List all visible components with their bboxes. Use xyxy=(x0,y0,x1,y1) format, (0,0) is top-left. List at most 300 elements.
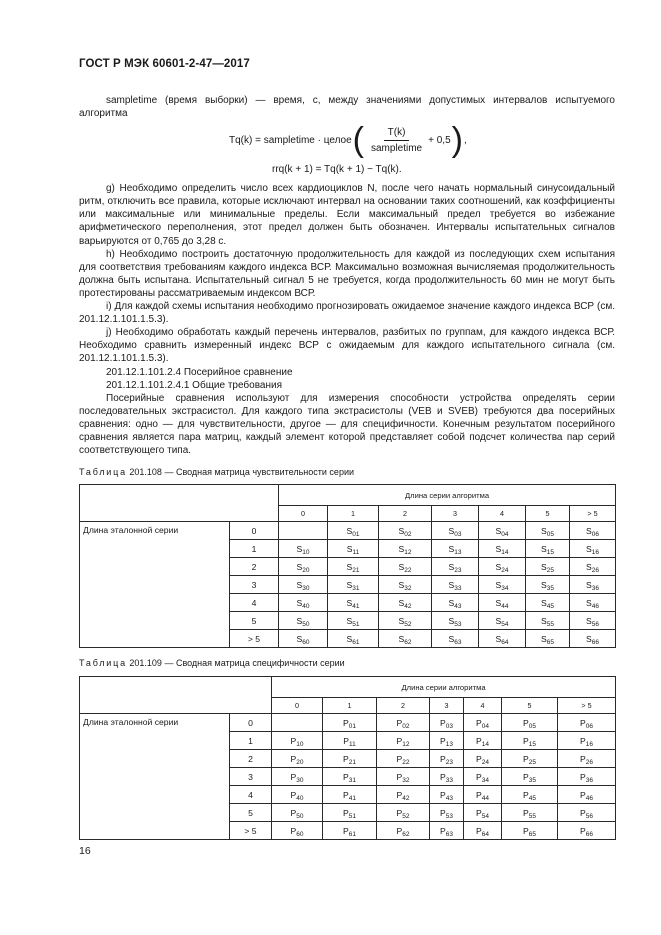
matrix-cell xyxy=(432,576,479,594)
row-index-cell: 4 xyxy=(230,786,272,804)
matrix-cell xyxy=(377,714,430,732)
cell-symbol: P xyxy=(343,753,349,764)
matrix-cell xyxy=(464,732,502,750)
matrix-cell xyxy=(464,804,502,822)
cell-symbol: P xyxy=(290,807,297,818)
cell-subscript: 03 xyxy=(454,530,462,538)
cell-symbol: S xyxy=(495,543,502,554)
cell-subscript: 04 xyxy=(501,530,509,538)
matrix-cell xyxy=(432,540,479,558)
paragraph-j: j) Необходимо обработать каждый перечень интервалов, разбитых по группам, для каждого индекса ВСР. Необходимо сравнить измеренный индекс ВСР с ожидаемым для каждого испытательного сигнала (см. 201.12.1.101.1.5.3). xyxy=(79,327,615,365)
cell-subscript: 06 xyxy=(591,530,599,538)
blank-corner-cell xyxy=(80,485,279,522)
cell-symbol: P xyxy=(343,735,349,746)
matrix-cell xyxy=(502,732,558,750)
matrix-cell xyxy=(526,612,570,630)
cell-subscript: 41 xyxy=(348,794,356,802)
cell-symbol: S xyxy=(448,615,455,626)
matrix-cell xyxy=(272,786,323,804)
cell-subscript: 61 xyxy=(352,638,360,646)
cell-symbol: P xyxy=(440,717,446,728)
cell-symbol: S xyxy=(398,579,405,590)
column-index-cell: 0 xyxy=(272,698,323,714)
cell-subscript: 51 xyxy=(348,812,356,820)
cell-subscript: 24 xyxy=(481,758,489,766)
cell-symbol: S xyxy=(541,561,547,572)
cell-symbol: S xyxy=(346,579,353,590)
matrix-cell xyxy=(328,540,379,558)
cell-subscript: 13 xyxy=(454,548,462,556)
row-index-cell: 0 xyxy=(230,522,279,540)
matrix-cell xyxy=(272,804,323,822)
cell-subscript: 22 xyxy=(402,758,410,766)
matrix-cell xyxy=(570,558,616,576)
cell-symbol: P xyxy=(343,807,349,818)
cell-symbol: P xyxy=(580,807,586,818)
cell-subscript: 42 xyxy=(402,794,410,802)
column-index-cell: 2 xyxy=(379,506,432,522)
cell-symbol: S xyxy=(495,615,502,626)
cell-symbol: S xyxy=(398,597,405,608)
matrix-cell xyxy=(502,714,558,732)
cell-subscript: 53 xyxy=(445,812,453,820)
cell-subscript: 05 xyxy=(528,722,536,730)
cell-subscript: 21 xyxy=(352,566,360,574)
matrix-cell xyxy=(432,522,479,540)
cell-symbol: S xyxy=(346,543,353,554)
cell-symbol: S xyxy=(398,561,405,572)
cell-subscript: 45 xyxy=(546,602,554,610)
matrix-cell xyxy=(526,522,570,540)
cell-subscript: 02 xyxy=(402,722,410,730)
cell-symbol: P xyxy=(523,789,529,800)
cell-symbol: S xyxy=(541,525,547,536)
cell-symbol: P xyxy=(396,753,403,764)
matrix-cell xyxy=(279,576,328,594)
cell-subscript: 50 xyxy=(302,620,310,628)
cell-subscript: 26 xyxy=(585,758,593,766)
cell-subscript: 01 xyxy=(348,722,356,730)
cell-symbol: S xyxy=(541,543,547,554)
cell-subscript: 66 xyxy=(585,830,593,838)
row-index-cell: 5 xyxy=(230,804,272,822)
matrix-cell xyxy=(279,540,328,558)
matrix-cell xyxy=(479,612,526,630)
matrix-cell xyxy=(479,576,526,594)
matrix-cell xyxy=(502,786,558,804)
row-index-cell: 1 xyxy=(230,540,279,558)
matrix-cell xyxy=(558,822,616,840)
matrix-cell xyxy=(558,786,616,804)
matrix-cell xyxy=(558,732,616,750)
cell-symbol: S xyxy=(495,633,502,644)
matrix-cell xyxy=(558,768,616,786)
paragraph-g: g) Необходимо определить число всех кардиоциклов N, после чего начать нормальный синусоидальный ритм, отключить все правила, которые исключают интервал на основании таких соотношений, как коэффициенты или максимальные или минимальные пределы. Если максимальный предел требуется во избежание арифметического переполнения, этот предел должен быть обозначен. Интервалы испытательных сигналов варьируются от 0,765 до 3,28 с. xyxy=(79,183,615,247)
cell-symbol: P xyxy=(290,825,297,836)
cell-symbol: P xyxy=(476,717,482,728)
cell-symbol: P xyxy=(343,825,349,836)
cell-subscript: 54 xyxy=(501,620,509,628)
cell-symbol: S xyxy=(448,597,455,608)
cell-symbol: S xyxy=(495,579,502,590)
page-number: 16 xyxy=(79,845,91,857)
matrix-cell xyxy=(377,768,430,786)
cell-symbol: S xyxy=(448,561,455,572)
cell-subscript: 31 xyxy=(348,776,356,784)
matrix-cell xyxy=(279,522,328,540)
cell-subscript: 44 xyxy=(501,602,509,610)
matrix-cell xyxy=(279,630,328,648)
cell-subscript: 35 xyxy=(528,776,536,784)
matrix-cell xyxy=(558,714,616,732)
table-caption-sensitivity xyxy=(79,467,354,477)
matrix-cell xyxy=(328,630,379,648)
matrix-cell xyxy=(479,522,526,540)
cell-subscript: 03 xyxy=(445,722,453,730)
cell-symbol: P xyxy=(580,735,586,746)
cell-symbol: P xyxy=(396,789,403,800)
matrix-cell xyxy=(526,576,570,594)
cell-subscript: 22 xyxy=(404,566,412,574)
body-text xyxy=(79,94,615,457)
cell-symbol: S xyxy=(541,597,547,608)
cell-subscript: 40 xyxy=(302,602,310,610)
matrix-cell xyxy=(432,630,479,648)
matrix-cell xyxy=(464,750,502,768)
column-index-cell: 1 xyxy=(328,506,379,522)
cell-subscript: 16 xyxy=(585,740,593,748)
matrix-cell xyxy=(430,804,464,822)
matrix-cell xyxy=(430,786,464,804)
matrix-cell xyxy=(272,768,323,786)
sampletime-definition: sampletime (время выборки) — время, с, между значениями допустимых интервалов испытуемого алгоритма xyxy=(79,95,615,120)
cell-symbol: S xyxy=(296,543,303,554)
cell-symbol: S xyxy=(448,633,455,644)
cell-symbol: S xyxy=(296,615,303,626)
cell-symbol: S xyxy=(398,543,405,554)
cell-symbol: S xyxy=(448,543,455,554)
cell-subscript: 23 xyxy=(454,566,462,574)
cell-subscript: 66 xyxy=(591,638,599,646)
matrix-cell xyxy=(430,714,464,732)
matrix-cell xyxy=(464,714,502,732)
cell-symbol: S xyxy=(398,633,405,644)
cell-symbol: S xyxy=(448,525,455,536)
matrix-cell xyxy=(377,804,430,822)
cell-subscript: 05 xyxy=(546,530,554,538)
cell-symbol: S xyxy=(398,615,405,626)
matrix-cell xyxy=(526,594,570,612)
cell-subscript: 14 xyxy=(481,740,489,748)
cell-symbol: P xyxy=(290,753,297,764)
cell-subscript: 44 xyxy=(481,794,489,802)
cell-symbol: S xyxy=(586,561,592,572)
matrix-cell xyxy=(272,822,323,840)
cell-subscript: 11 xyxy=(348,740,356,748)
matrix-cell xyxy=(279,558,328,576)
cell-subscript: 45 xyxy=(528,794,536,802)
matrix-cell xyxy=(377,822,430,840)
matrix-cell xyxy=(526,540,570,558)
cell-symbol: P xyxy=(476,735,482,746)
matrix-cell xyxy=(430,822,464,840)
matrix-cell xyxy=(464,822,502,840)
cell-symbol: P xyxy=(476,789,482,800)
cell-symbol: S xyxy=(541,615,547,626)
cell-symbol: S xyxy=(586,597,592,608)
cell-subscript: 13 xyxy=(445,740,453,748)
left-paren: ( xyxy=(352,121,364,160)
cell-subscript: 10 xyxy=(302,548,310,556)
matrix-cell xyxy=(432,594,479,612)
cell-symbol: P xyxy=(580,771,586,782)
header-row xyxy=(80,677,616,698)
cell-subscript: 56 xyxy=(591,620,599,628)
specificity-matrix-table xyxy=(79,676,616,840)
cell-subscript: 40 xyxy=(296,794,304,802)
cell-symbol: P xyxy=(396,807,403,818)
cell-symbol: P xyxy=(440,771,446,782)
cell-symbol: P xyxy=(580,789,586,800)
cell-symbol: S xyxy=(586,633,592,644)
cell-symbol: S xyxy=(586,579,592,590)
column-index-cell: 0 xyxy=(279,506,328,522)
cell-subscript: 60 xyxy=(296,830,304,838)
caption-text: 201.108 — Сводная матрица чувствительности серии xyxy=(129,467,354,477)
section-heading-general: 201.12.1.101.2.4.1 Общие требования xyxy=(106,379,283,391)
document-header: ГОСТ Р МЭК 60601-2-47—2017 xyxy=(79,58,250,70)
fraction-numerator: T(k) xyxy=(384,126,410,141)
cell-subscript: 31 xyxy=(352,584,360,592)
matrix-cell xyxy=(502,768,558,786)
cell-subscript: 14 xyxy=(501,548,509,556)
cell-subscript: 33 xyxy=(454,584,462,592)
matrix-cell xyxy=(328,522,379,540)
cell-subscript: 60 xyxy=(302,638,310,646)
cell-subscript: 55 xyxy=(528,812,536,820)
cell-subscript: 63 xyxy=(445,830,453,838)
matrix-row xyxy=(80,714,616,732)
section-heading-serial: 201.12.1.101.2.4 Посерийное сравнение xyxy=(106,366,293,378)
cell-subscript: 12 xyxy=(404,548,412,556)
formula-tq-lhs: Tq(k) = sampletime · целое xyxy=(229,134,352,146)
cell-symbol: S xyxy=(586,543,592,554)
cell-symbol: S xyxy=(346,561,353,572)
matrix-cell xyxy=(526,630,570,648)
column-index-cell: > 5 xyxy=(558,698,616,714)
cell-symbol: P xyxy=(523,825,529,836)
column-index-cell: 2 xyxy=(377,698,430,714)
formula-tail: + 0,5 xyxy=(428,134,451,146)
cell-subscript: 10 xyxy=(296,740,304,748)
formula-tq xyxy=(229,120,467,160)
cell-symbol: S xyxy=(296,633,303,644)
matrix-cell xyxy=(272,714,323,732)
matrix-cell xyxy=(377,786,430,804)
row-index-cell: 0 xyxy=(230,714,272,732)
cell-subscript: 55 xyxy=(546,620,554,628)
column-index-cell: 4 xyxy=(479,506,526,522)
matrix-cell xyxy=(479,630,526,648)
cell-symbol: S xyxy=(586,615,592,626)
cell-symbol: P xyxy=(396,717,403,728)
matrix-cell xyxy=(464,768,502,786)
cell-symbol: S xyxy=(398,525,405,536)
matrix-cell xyxy=(328,576,379,594)
matrix-cell xyxy=(323,804,377,822)
matrix-cell xyxy=(502,750,558,768)
matrix-cell xyxy=(379,594,432,612)
row-group-header: Длина эталонной серии xyxy=(80,714,230,840)
column-index-cell: 3 xyxy=(430,698,464,714)
matrix-cell xyxy=(323,732,377,750)
cell-symbol: P xyxy=(343,717,349,728)
cell-symbol: S xyxy=(296,597,303,608)
cell-subscript: 20 xyxy=(302,566,310,574)
column-index-cell: 5 xyxy=(526,506,570,522)
cell-subscript: 65 xyxy=(528,830,536,838)
cell-subscript: 24 xyxy=(501,566,509,574)
formula-rrq: rrq(k + 1) = Tq(k + 1) − Tq(k). xyxy=(272,164,402,176)
cell-symbol: P xyxy=(523,771,529,782)
cell-subscript: 62 xyxy=(402,830,410,838)
cell-subscript: 23 xyxy=(445,758,453,766)
cell-subscript: 30 xyxy=(296,776,304,784)
cell-subscript: 30 xyxy=(302,584,310,592)
matrix-cell xyxy=(570,522,616,540)
matrix-row xyxy=(80,522,616,540)
matrix-cell xyxy=(570,594,616,612)
cell-symbol: P xyxy=(580,825,586,836)
matrix-cell xyxy=(430,750,464,768)
row-index-cell: > 5 xyxy=(230,630,279,648)
column-index-cell: 5 xyxy=(502,698,558,714)
cell-symbol: P xyxy=(580,717,586,728)
row-index-cell: 3 xyxy=(230,768,272,786)
cell-subscript: 33 xyxy=(445,776,453,784)
cell-symbol: S xyxy=(586,525,592,536)
cell-subscript: 34 xyxy=(481,776,489,784)
cell-symbol: P xyxy=(396,771,403,782)
cell-subscript: 02 xyxy=(404,530,412,538)
cell-subscript: 62 xyxy=(404,638,412,646)
matrix-cell xyxy=(328,612,379,630)
caption-label: Таблица xyxy=(79,467,127,477)
matrix-cell xyxy=(479,594,526,612)
cell-subscript: 43 xyxy=(454,602,462,610)
cell-symbol: P xyxy=(476,771,482,782)
cell-symbol: P xyxy=(476,753,482,764)
cell-subscript: 35 xyxy=(546,584,554,592)
cell-symbol: P xyxy=(290,771,297,782)
matrix-cell xyxy=(323,768,377,786)
cell-symbol: P xyxy=(290,789,297,800)
cell-symbol: P xyxy=(440,789,446,800)
matrix-cell xyxy=(279,612,328,630)
cell-subscript: 43 xyxy=(445,794,453,802)
cell-subscript: 15 xyxy=(528,740,536,748)
cell-subscript: 46 xyxy=(591,602,599,610)
column-group-header: Длина серии алгоритма xyxy=(279,485,616,506)
cell-symbol: P xyxy=(476,825,482,836)
cell-symbol: S xyxy=(541,633,547,644)
matrix-cell xyxy=(279,594,328,612)
row-index-cell: 3 xyxy=(230,576,279,594)
fraction-denominator: sampletime xyxy=(370,142,423,154)
matrix-cell xyxy=(379,576,432,594)
cell-symbol: P xyxy=(523,735,529,746)
matrix-cell xyxy=(570,576,616,594)
row-index-cell: 1 xyxy=(230,732,272,750)
cell-subscript: 64 xyxy=(501,638,509,646)
cell-symbol: S xyxy=(296,561,303,572)
cell-subscript: 42 xyxy=(404,602,412,610)
blank-corner-cell xyxy=(80,677,272,714)
cell-subscript: 26 xyxy=(591,566,599,574)
cell-subscript: 11 xyxy=(352,548,360,556)
cell-subscript: 12 xyxy=(402,740,410,748)
matrix-cell xyxy=(570,540,616,558)
cell-symbol: S xyxy=(495,525,502,536)
header-row xyxy=(80,485,616,506)
cell-symbol: P xyxy=(440,825,446,836)
row-index-cell: 2 xyxy=(230,750,272,768)
caption-text: 201.109 — Сводная матрица специфичности серии xyxy=(129,658,345,668)
cell-subscript: 65 xyxy=(546,638,554,646)
matrix-cell xyxy=(379,612,432,630)
cell-symbol: S xyxy=(346,633,353,644)
paragraph-i: i) Для каждой схемы испытания необходимо прогнозировать ожидаемое значение каждого индекса ВСР (см. 201.12.1.101.1.5.3). xyxy=(79,301,615,326)
cell-subscript: 34 xyxy=(501,584,509,592)
row-index-cell: > 5 xyxy=(230,822,272,840)
cell-subscript: 36 xyxy=(591,584,599,592)
cell-symbol: S xyxy=(346,597,353,608)
paragraph-serial-comparison: Посерийные сравнения используют для измерения способности устройства определять серии последовательных экстрасистол. Для каждого типа экстрасистолы (VEB и SVEB) требуются два посерийных сравнения: одно — для чувствительности, другое — для специфичности. Конечным результатом посерийного сравнения является пара матриц, каждый элемент которой представляет собой подсчет количества пар серий соответствующего типа. xyxy=(79,392,615,457)
matrix-cell xyxy=(479,540,526,558)
cell-subscript: 46 xyxy=(585,794,593,802)
matrix-cell xyxy=(323,750,377,768)
cell-symbol: P xyxy=(523,753,529,764)
cell-symbol: S xyxy=(346,525,353,536)
matrix-cell xyxy=(570,630,616,648)
paragraph-h: h) Необходимо построить достаточную продолжительность для каждой из последующих схем испытания для соответствия требованиям каждого индекса ВСР. Максимально возможная вычисляемая продолжительность должна быть испытана. Испытательный сигнал 5 не требуется, когда продолжительность 60 мин не могут быть протестированы рассматриваемым индексом ВСР. xyxy=(79,248,615,299)
matrix-cell xyxy=(430,768,464,786)
matrix-cell xyxy=(464,786,502,804)
cell-symbol: P xyxy=(440,807,446,818)
formula-comma: , xyxy=(463,134,467,146)
column-index-cell: 3 xyxy=(432,506,479,522)
cell-subscript: 51 xyxy=(352,620,360,628)
matrix-cell xyxy=(432,558,479,576)
cell-symbol: P xyxy=(440,735,446,746)
row-index-cell: 5 xyxy=(230,612,279,630)
matrix-cell xyxy=(323,822,377,840)
cell-subscript: 32 xyxy=(404,584,412,592)
cell-symbol: S xyxy=(346,615,353,626)
cell-symbol: S xyxy=(495,597,502,608)
cell-symbol: P xyxy=(396,825,403,836)
cell-subscript: 52 xyxy=(404,620,412,628)
cell-symbol: P xyxy=(476,807,482,818)
cell-symbol: S xyxy=(541,579,547,590)
cell-symbol: S xyxy=(495,561,502,572)
cell-subscript: 04 xyxy=(481,722,489,730)
column-index-cell: > 5 xyxy=(570,506,616,522)
table-caption-specificity xyxy=(79,658,345,668)
cell-subscript: 01 xyxy=(352,530,360,538)
cell-subscript: 25 xyxy=(528,758,536,766)
matrix-cell xyxy=(432,612,479,630)
